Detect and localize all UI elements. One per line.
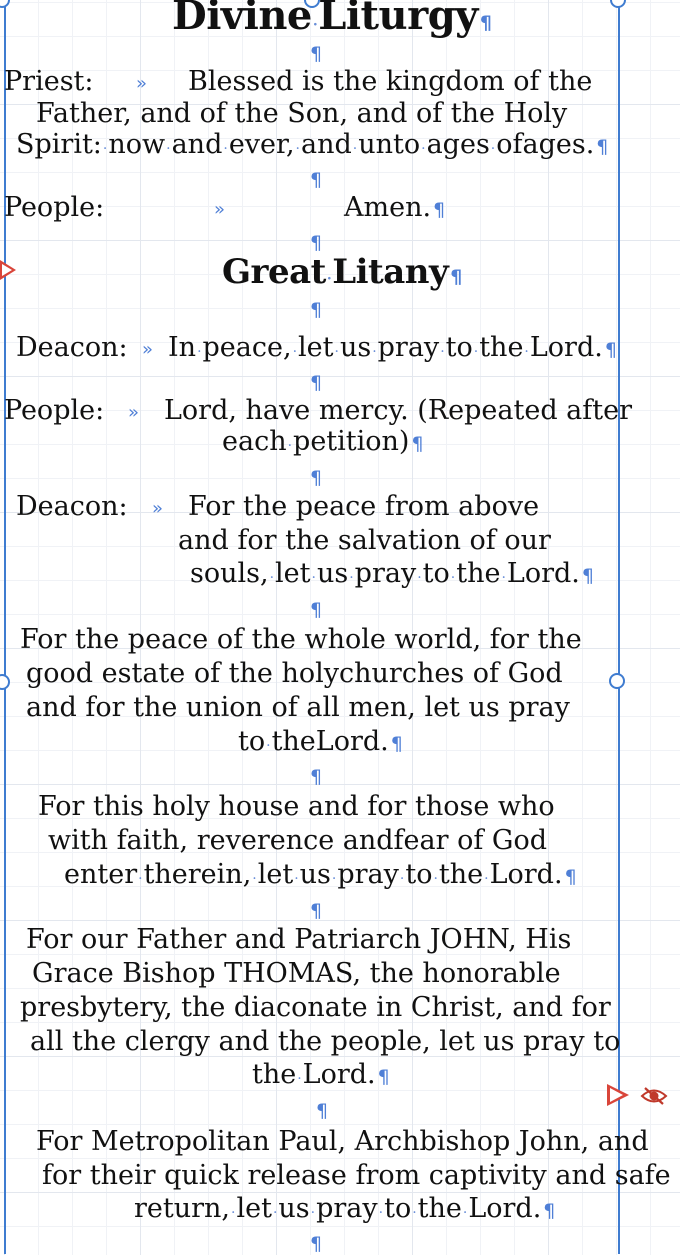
red-triangle-icon[interactable] xyxy=(0,260,16,280)
people-line: Lord, have mercy. (Repeated after xyxy=(164,395,633,426)
people-speaker-label: People: xyxy=(4,192,105,223)
priest-line: Father, and of the Son, and of the Holy xyxy=(36,98,568,129)
deacon-line: souls,·let·us·pray·to·the·Lord. ¶ xyxy=(190,558,594,589)
deacon-line: and for the salvation of our xyxy=(178,525,551,556)
petition-line: presbytery, the diaconate in Christ, and for xyxy=(20,992,611,1023)
tab-mark: » xyxy=(152,498,164,519)
pilcrow-mark: ¶ xyxy=(310,169,323,191)
petition-line: enter·therein,·let·us·pray·to·the·Lord. ¶ xyxy=(64,859,577,890)
pilcrow-mark: ¶ xyxy=(310,299,323,321)
pilcrow-mark: ¶ xyxy=(310,1233,323,1255)
frame-handle-top-right[interactable] xyxy=(610,0,626,8)
pilcrow-mark: ¶ xyxy=(310,900,323,922)
tab-mark: » xyxy=(214,199,226,220)
petition-line: good estate of the holychurches of God xyxy=(26,658,563,689)
priest-speaker-label: Priest: xyxy=(4,66,94,97)
pilcrow-mark: ¶ xyxy=(310,232,323,254)
frame-handle-top-left[interactable] xyxy=(0,0,10,8)
petition-line: with faith, reverence andfear of God xyxy=(48,825,548,856)
text-frame-left-edge[interactable] xyxy=(4,0,6,1254)
petition-line: and for the union of all men, let us pray xyxy=(26,692,570,723)
eye-slash-icon[interactable] xyxy=(640,1085,668,1107)
deacon-line: For the peace from above xyxy=(188,491,540,522)
frame-handle-middle-right[interactable] xyxy=(609,673,625,689)
people-speaker-label: People: xyxy=(4,395,105,426)
tab-mark: » xyxy=(136,73,148,94)
pilcrow-mark: ¶ xyxy=(310,766,323,788)
pilcrow-mark: ¶ xyxy=(310,599,323,621)
petition-line: Grace Bishop THOMAS, the honorable xyxy=(32,958,561,989)
red-triangle-icon[interactable] xyxy=(607,1084,629,1106)
text-frame-right-edge[interactable] xyxy=(618,0,620,1254)
priest-line: Spirit:·now·and·ever,·and·unto·ages·ofages. ¶ xyxy=(16,129,609,160)
petition-line: all the clergy and the people, let us pray to xyxy=(30,1026,621,1057)
document-title: Divine·Liturgy ¶ xyxy=(172,0,492,39)
section-heading: Great·Litany ¶ xyxy=(222,252,462,292)
tab-mark: » xyxy=(128,402,140,423)
petition-line: return,·let·us·pray·to·the·Lord. ¶ xyxy=(134,1193,556,1224)
pilcrow-mark: ¶ xyxy=(316,1100,329,1122)
deacon-speaker-label: Deacon: xyxy=(16,332,128,363)
frame-handle-middle-left[interactable] xyxy=(0,674,10,690)
people-line: each·petition) ¶ xyxy=(222,426,424,457)
petition-line: For our Father and Patriarch JOHN, His xyxy=(26,924,572,955)
priest-line: Blessed is the kingdom of the xyxy=(188,66,593,97)
petition-line: For this holy house and for those who xyxy=(38,791,555,822)
petition-line: For the peace of the whole world, for the xyxy=(20,624,582,655)
petition-line: For Metropolitan Paul, Archbishop John, and xyxy=(36,1126,649,1157)
pilcrow-mark: ¶ xyxy=(310,43,323,65)
deacon-speaker-label: Deacon: xyxy=(16,491,128,522)
people-response: Amen. ¶ xyxy=(344,192,446,223)
petition-line: for their quick release from captivity and safe xyxy=(42,1160,671,1191)
tab-mark: » xyxy=(142,339,154,360)
petition-line: the·Lord. ¶ xyxy=(252,1059,390,1090)
petition-line: to·theLord. ¶ xyxy=(238,726,403,757)
deacon-line: In·peace,·let·us·pray·to·the·Lord. ¶ xyxy=(168,332,617,363)
pilcrow-mark: ¶ xyxy=(310,467,323,489)
pilcrow-mark: ¶ xyxy=(310,372,323,394)
